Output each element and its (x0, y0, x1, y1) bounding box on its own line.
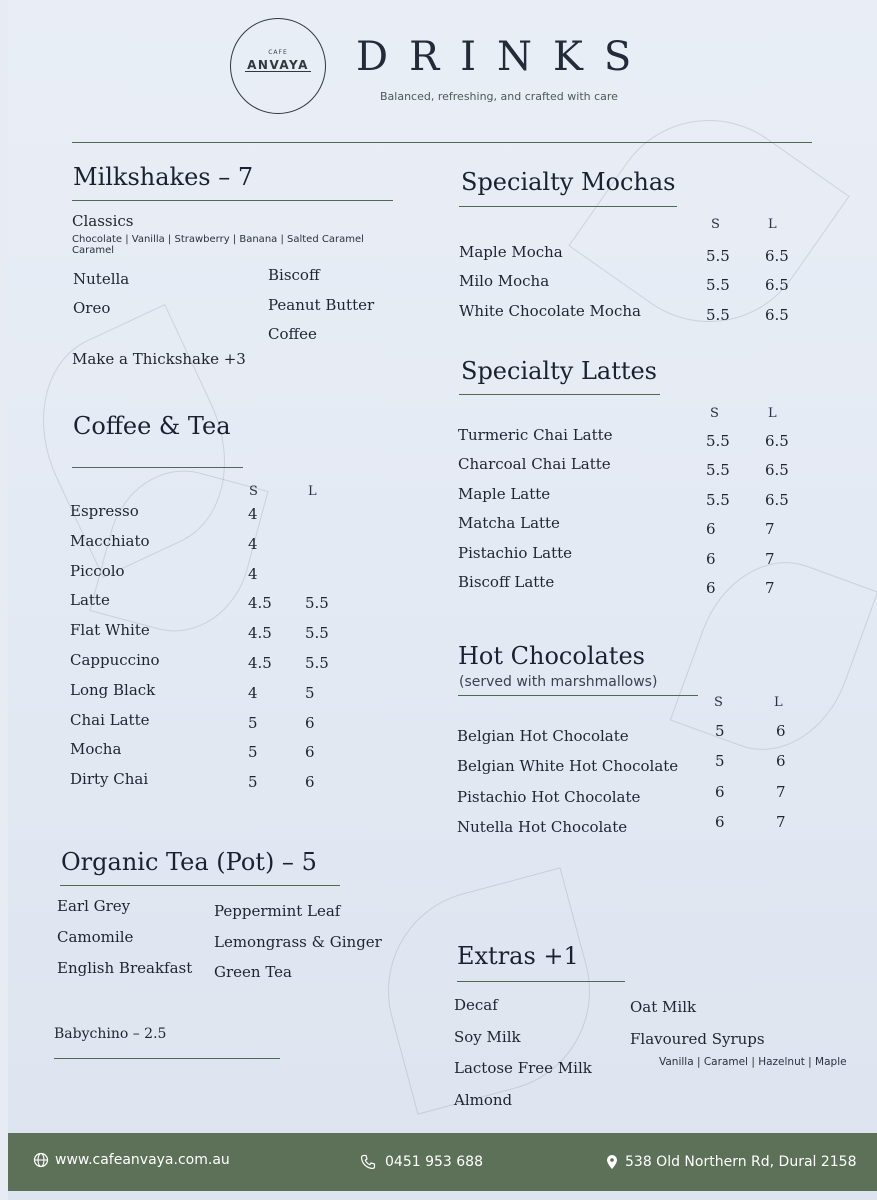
tea-item: Earl Grey (57, 897, 131, 915)
price-large: 7 (765, 579, 775, 597)
specialty-lattes-divider (459, 394, 660, 395)
extra-item: Soy Milk (454, 1028, 521, 1046)
milkshake-item: Oreo (73, 299, 111, 317)
menu-item-name: Macchiato (70, 531, 150, 550)
menu-item-name: Latte (70, 591, 110, 610)
organic-tea-divider (60, 885, 340, 886)
location-pin-icon (604, 1154, 620, 1170)
extra-item: Decaf (454, 996, 498, 1014)
globe-icon (33, 1152, 49, 1168)
price-small: 4.5 (248, 624, 272, 643)
extras-divider (457, 981, 625, 982)
price-large: 5.5 (305, 624, 329, 643)
extra-item: Lactose Free Milk (454, 1059, 592, 1077)
price-small: 6 (706, 549, 716, 568)
menu-item-name: Flat White (70, 621, 150, 640)
price-small: 6 (715, 812, 725, 831)
tea-item: Camomile (57, 928, 134, 946)
price-large: 6.5 (765, 276, 789, 295)
price-small: 4.5 (248, 654, 272, 672)
price-large: 5.5 (305, 654, 329, 672)
price-large: 6 (776, 722, 786, 740)
menu-item-name: Matcha Latte (458, 514, 560, 533)
header-divider (72, 142, 812, 143)
menu-item-name: Dirty Chai (70, 770, 149, 789)
price-large: 5.5 (305, 594, 329, 613)
menu-item-name: Belgian White Hot Chocolate (457, 757, 679, 776)
coffee-tea-divider (72, 467, 243, 468)
tea-item: English Breakfast (57, 959, 193, 977)
menu-item-name: Charcoal Chai Latte (458, 455, 611, 474)
logo-main-text: ANVAYA (247, 58, 309, 72)
price-small: 4.5 (248, 594, 272, 613)
menu-item-name: Biscoff Latte (458, 573, 555, 591)
price-small: 5.5 (706, 247, 730, 265)
babychino-divider (54, 1058, 280, 1059)
price-small: 5 (248, 713, 258, 732)
leaf-decoration (365, 867, 612, 1114)
extra-item: Flavoured Syrups (630, 1030, 765, 1048)
tea-item: Peppermint Leaf (214, 902, 341, 920)
classics-flavours: Chocolate | Vanilla | Strawberry | Banana | Salted Caramel (72, 234, 364, 245)
hot-chocolates-subheading: (served with marshmallows) (459, 674, 658, 690)
milkshakes-divider (72, 200, 393, 201)
price-small: 5 (715, 752, 725, 771)
price-large: 6 (305, 743, 315, 762)
extra-item: Almond (454, 1091, 513, 1109)
milkshake-item: Coffee (268, 325, 317, 343)
price-large: 6.5 (765, 305, 789, 324)
footer-phone[interactable]: 0451 953 688 (385, 1154, 483, 1170)
price-large: 6 (305, 773, 315, 792)
milkshake-item: Biscoff (268, 266, 320, 284)
size-s-header: S (711, 217, 720, 232)
syrup-flavours: Vanilla | Caramel | Hazelnut | Maple (659, 1056, 847, 1068)
menu-page (8, 0, 877, 1200)
milkshakes-heading: Milkshakes – 7 (73, 163, 254, 191)
price-large: 6 (776, 752, 786, 771)
phone-icon (360, 1154, 376, 1170)
menu-item-name: Chai Latte (70, 710, 150, 729)
tea-item: Green Tea (214, 963, 292, 981)
price-large: 7 (765, 520, 775, 539)
menu-item-name: Espresso (70, 502, 139, 520)
classics-flavours-cont: Caramel (72, 245, 115, 256)
price-large: 7 (776, 782, 786, 801)
price-small: 5 (248, 773, 258, 792)
menu-item-name: Belgian Hot Chocolate (457, 727, 629, 745)
price-large: 6.5 (765, 247, 789, 265)
menu-item-name: Maple Mocha (459, 243, 563, 261)
specialty-mochas-divider (459, 206, 677, 207)
price-small: 6 (715, 782, 725, 801)
organic-tea-heading: Organic Tea (Pot) – 5 (61, 848, 317, 876)
page-title: DRINKS (356, 34, 653, 80)
tagline: Balanced, refreshing, and crafted with care (380, 90, 618, 103)
coffee-tea-heading: Coffee & Tea (73, 412, 231, 440)
menu-item-name: Maple Latte (458, 484, 551, 503)
menu-item-name: Piccolo (70, 561, 125, 580)
size-l-header: L (768, 406, 777, 421)
size-l-header: L (774, 695, 783, 710)
milkshake-item: Nutella (73, 270, 130, 288)
price-small: 4 (248, 683, 258, 702)
price-small: 5.5 (706, 305, 730, 324)
price-small: 6 (706, 579, 716, 597)
size-s-header: S (710, 406, 719, 421)
specialty-mochas-heading: Specialty Mochas (461, 168, 676, 196)
price-large: 6.5 (765, 432, 789, 450)
size-l-header: L (768, 217, 777, 232)
price-large: 6.5 (765, 461, 789, 480)
hot-chocolates-divider (458, 695, 698, 696)
extra-item: Oat Milk (630, 998, 697, 1016)
price-large: 7 (765, 549, 775, 568)
classics-label: Classics (72, 212, 134, 230)
footer-bar (8, 1133, 877, 1191)
price-small: 5 (715, 722, 725, 740)
footer-address: 538 Old Northern Rd, Dural 2158 (625, 1154, 857, 1170)
milkshake-item: Peanut Butter (268, 296, 375, 314)
menu-item-name: Milo Mocha (459, 272, 550, 291)
price-small: 5.5 (706, 432, 730, 450)
menu-item-name: Turmeric Chai Latte (458, 426, 613, 444)
menu-item-name: Pistachio Hot Chocolate (457, 787, 641, 806)
menu-item-name: Pistachio Latte (458, 543, 573, 562)
price-small: 4 (248, 534, 258, 553)
price-small: 5.5 (706, 276, 730, 295)
price-small: 5.5 (706, 461, 730, 480)
hot-chocolates-heading: Hot Chocolates (458, 642, 645, 670)
menu-item-name: Long Black (70, 680, 156, 699)
price-small: 5.5 (706, 490, 730, 509)
price-large: 6.5 (765, 490, 789, 509)
thickshake-note: Make a Thickshake +3 (72, 350, 246, 368)
price-small: 4 (248, 564, 258, 583)
cafe-logo (230, 18, 326, 114)
leaf-decoration (670, 540, 877, 772)
price-small: 5 (248, 743, 258, 762)
logo-small-text: CAFE (268, 49, 288, 56)
price-large: 5 (305, 683, 315, 702)
price-large: 6 (305, 713, 315, 732)
menu-item-name: Cappuccino (70, 651, 160, 669)
price-small: 6 (706, 520, 716, 539)
price-large: 7 (776, 812, 786, 831)
menu-item-name: Nutella Hot Chocolate (457, 817, 628, 836)
size-l-header: L (308, 484, 317, 499)
tea-item: Lemongrass & Ginger (214, 933, 382, 951)
menu-item-name: Mocha (70, 740, 122, 759)
babychino-item: Babychino – 2.5 (54, 1026, 167, 1042)
price-small: 4 (248, 505, 258, 523)
extras-heading (457, 942, 579, 970)
specialty-lattes-heading: Specialty Lattes (461, 357, 657, 385)
footer-website[interactable]: www.cafeanvaya.com.au (55, 1152, 230, 1168)
size-s-header: S (249, 484, 258, 499)
size-s-header: S (714, 695, 723, 710)
extras-heading-text: Extras +1 (457, 942, 579, 970)
menu-item-name: White Chocolate Mocha (459, 301, 641, 320)
